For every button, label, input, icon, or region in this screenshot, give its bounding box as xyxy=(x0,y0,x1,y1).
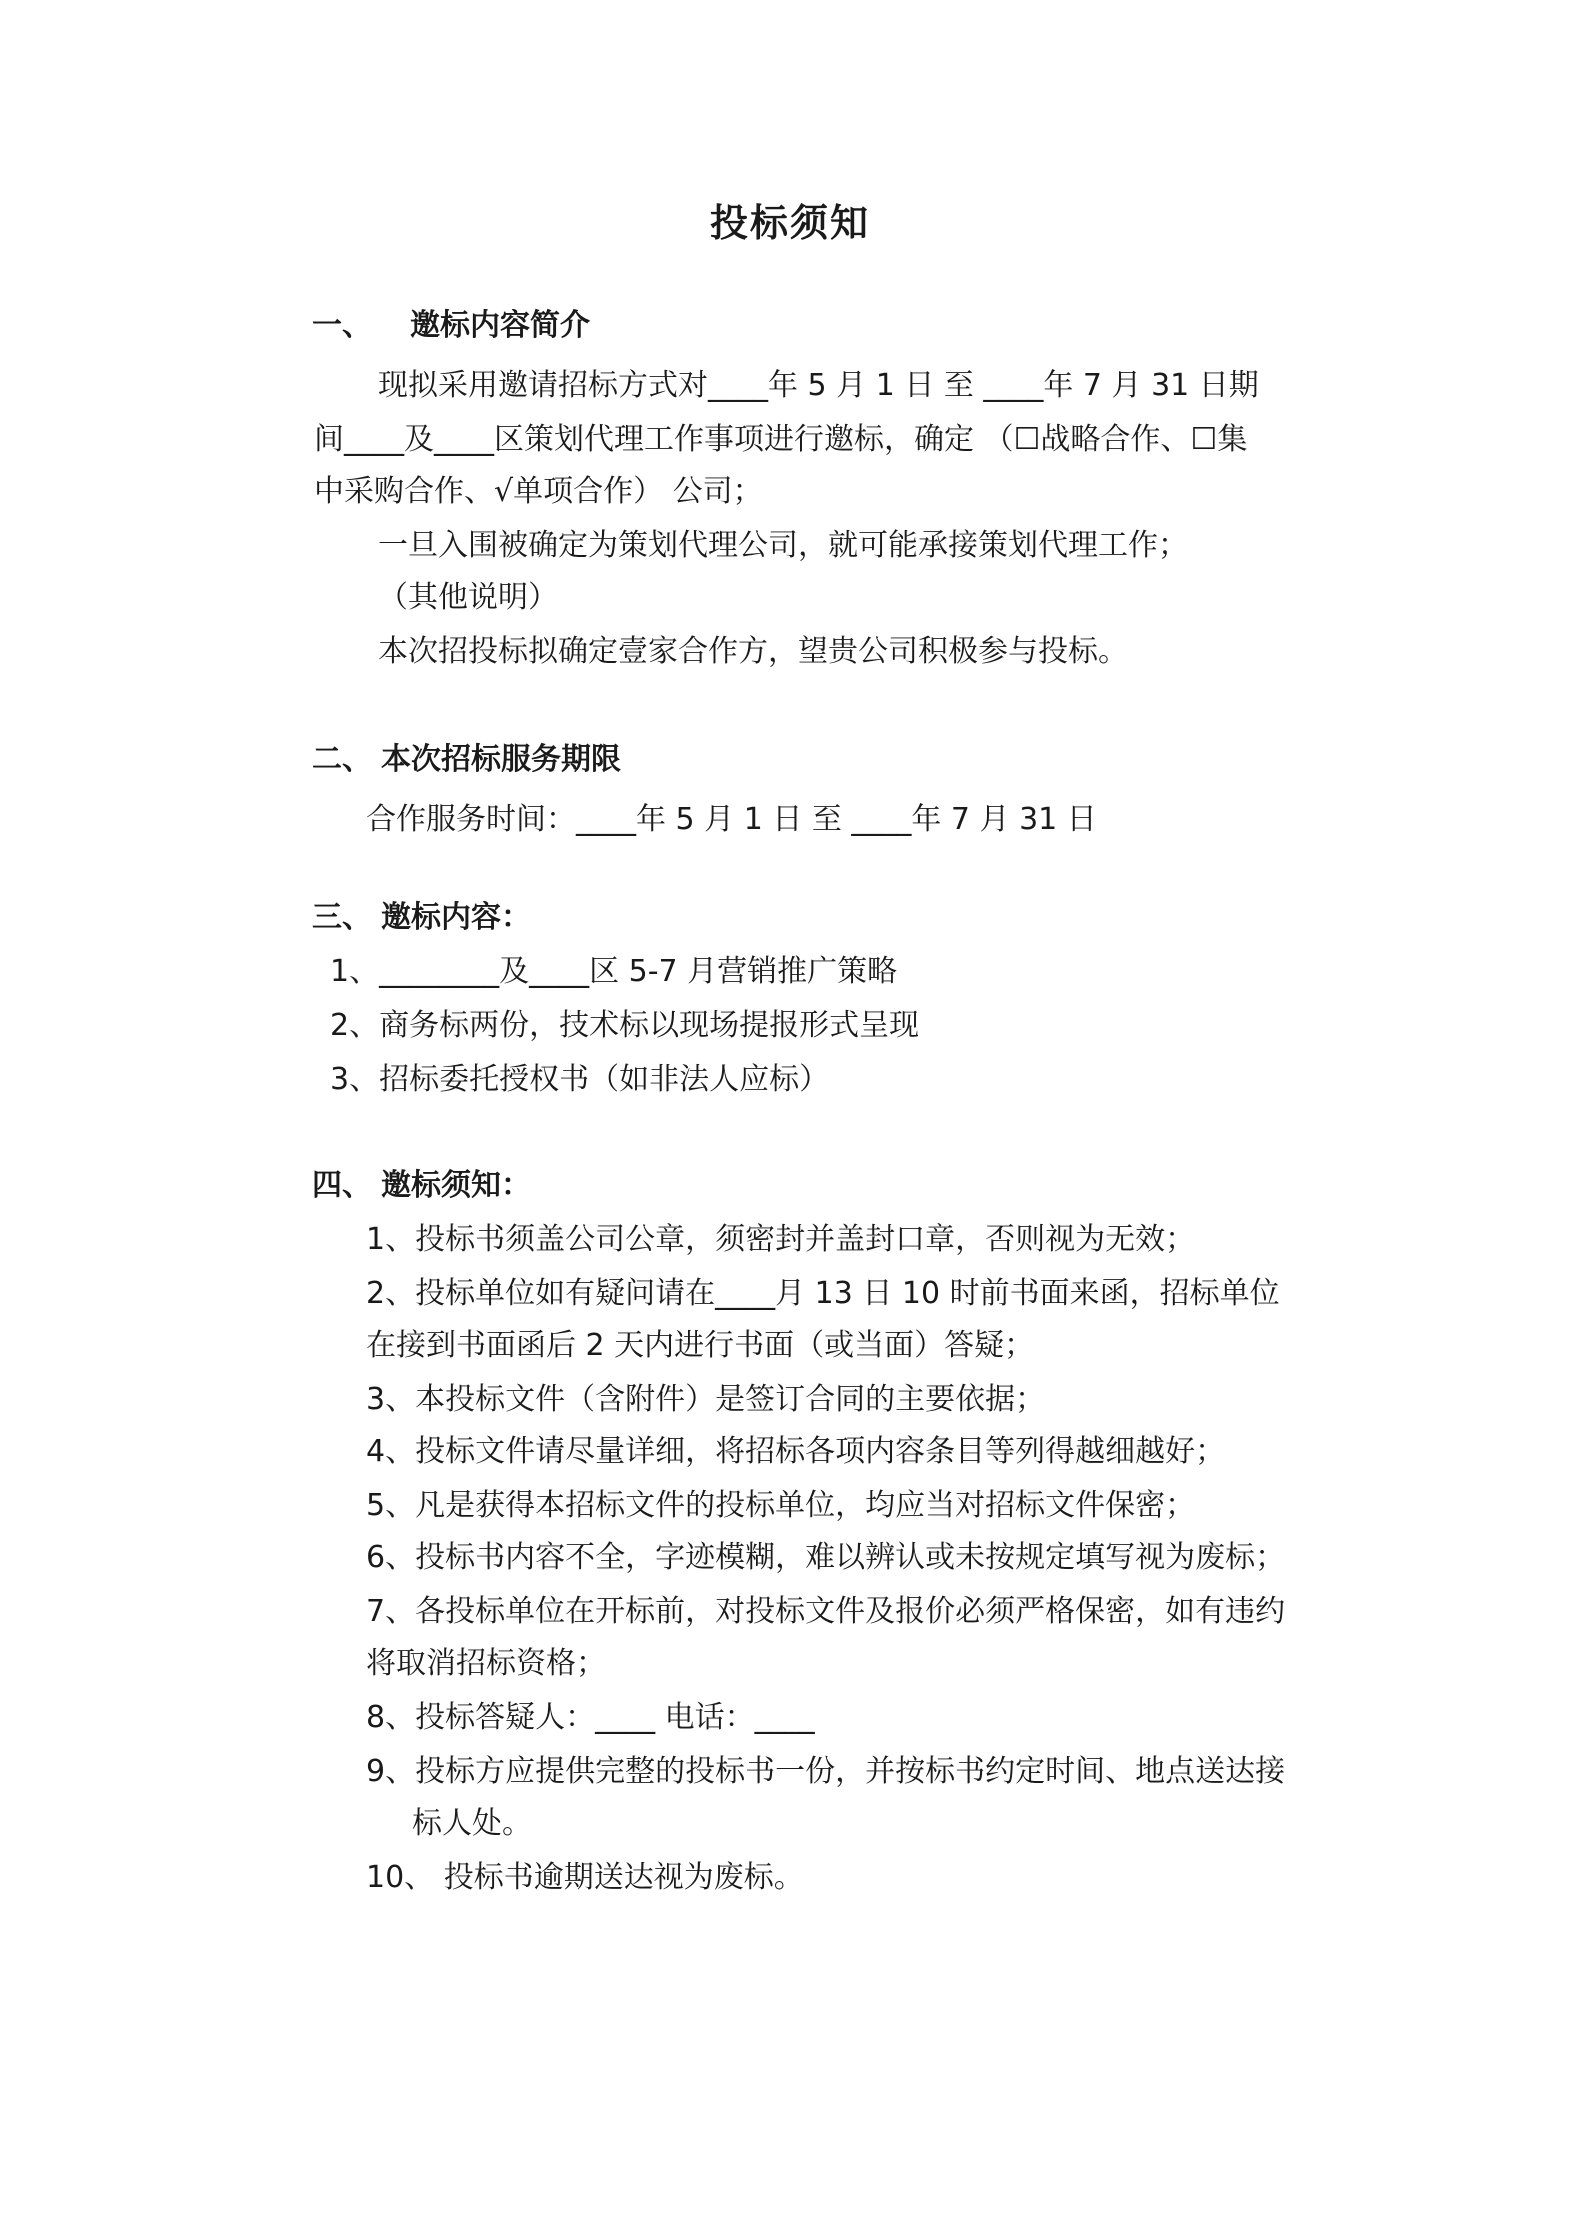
section4-line-9: 将取消招标资格； xyxy=(366,1646,606,1681)
section3-item-3-number: 3、 xyxy=(330,1062,380,1097)
section4-line-5: 4、投标文件请尽量详细，将招标各项内容条目等列得越细越好； xyxy=(366,1434,1226,1469)
section1-title: 邀标内容简介 xyxy=(410,308,590,343)
section3-number: 三、 xyxy=(312,900,372,935)
section4-line-4: 3、本投标文件（含附件）是签订合同的主要依据； xyxy=(366,1382,1046,1417)
section4-line-11: 9、投标方应提供完整的投标书一份，并按标书约定时间、地点送达接 xyxy=(366,1754,1286,1789)
section4-line-12: 标人处。 xyxy=(412,1806,532,1841)
section4-number: 四、 xyxy=(312,1168,372,1203)
section3-heading xyxy=(312,898,531,938)
section4-line-1: 1、投标书须盖公司公章，须密封并盖封口章，否则视为无效； xyxy=(366,1222,1196,1257)
section2-heading xyxy=(312,740,621,780)
section3-item-1-number: 1、 xyxy=(330,954,380,989)
section3-item-2-number: 2、 xyxy=(330,1008,380,1043)
section3-item-2-text: 商务标两份，技术标以现场提报形式呈现 xyxy=(379,1008,920,1043)
section3-item-2 xyxy=(330,1006,919,1046)
section4-title: 邀标须知： xyxy=(381,1168,531,1203)
section1-line-2: 间____及____区策划代理工作事项进行邀标，确定 （☐战略合作、☐集 xyxy=(314,422,1248,457)
section4-heading xyxy=(312,1166,531,1206)
section1-number: 一、 xyxy=(312,308,372,343)
section3-item-1-text: ________及____区 5-7 月营销推广策略 xyxy=(379,954,898,989)
section4-line-7: 6、投标书内容不全，字迹模糊，难以辨认或未按规定填写视为废标； xyxy=(366,1540,1286,1575)
section1-line-4: 一旦入围被确定为策划代理公司，就可能承接策划代理工作； xyxy=(378,528,1188,563)
section2-line-1: 合作服务时间：____年 5 月 1 日 至 ____年 7 月 31 日 xyxy=(366,802,1097,837)
section1-heading xyxy=(312,306,590,346)
page-title: 投标须知 xyxy=(709,201,870,245)
section3-item-3-text: 招标委托授权书（如非法人应标） xyxy=(379,1062,830,1097)
section2-number: 二、 xyxy=(312,742,372,777)
section4-line-6: 5、凡是获得本招标文件的投标单位，均应当对招标文件保密； xyxy=(366,1488,1196,1523)
section3-item-1 xyxy=(330,952,897,992)
section1-line-1: 现拟采用邀请招标方式对____年 5 月 1 日 至 ____年 7 月 31 日期 xyxy=(378,368,1259,403)
section4-line-10: 8、投标答疑人：____ 电话：____ xyxy=(366,1700,815,1735)
section3-title: 邀标内容： xyxy=(381,900,531,935)
section2-title: 本次招标服务期限 xyxy=(381,742,621,777)
section4-line-13: 10、 投标书逾期送达视为废标。 xyxy=(366,1860,804,1895)
section1-line-6: 本次招投标拟确定壹家合作方，望贵公司积极参与投标。 xyxy=(378,634,1128,669)
section4-line-3: 在接到书面函后 2 天内进行书面（或当面）答疑； xyxy=(366,1328,1035,1363)
section4-line-2: 2、投标单位如有疑问请在____月 13 日 10 时前书面来函，招标单位 xyxy=(366,1276,1280,1311)
section1-line-5: （其他说明） xyxy=(378,580,558,615)
section3-item-3 xyxy=(330,1060,829,1100)
section4-line-8: 7、各投标单位在开标前，对投标文件及报价必须严格保密，如有违约 xyxy=(366,1594,1286,1629)
section1-line-3: 中采购合作、√单项合作） 公司； xyxy=(314,474,763,509)
